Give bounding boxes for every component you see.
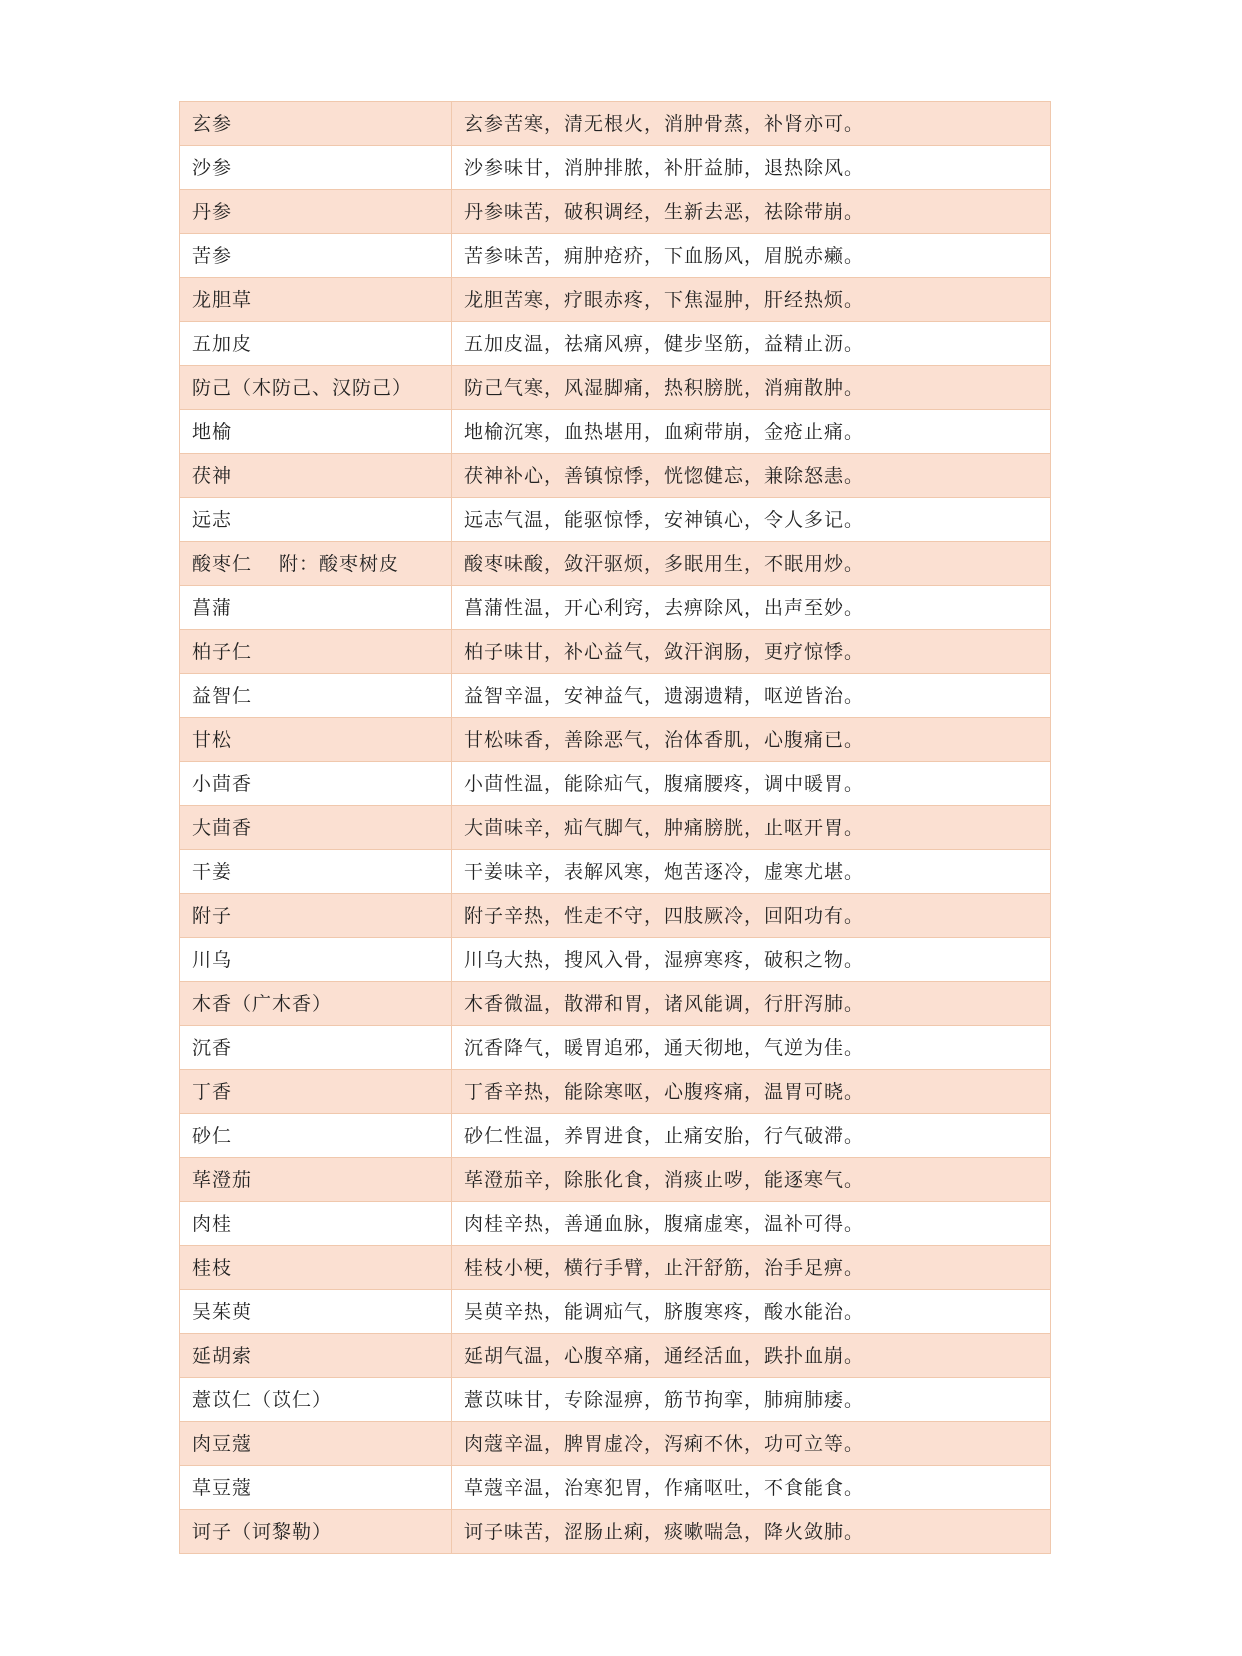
herb-verse-cell: 吴萸辛热，能调疝气，脐腹寒疼，酸水能治。 [452, 1290, 1051, 1334]
herb-verse-cell: 丁香辛热，能除寒呕，心腹疼痛，温胃可晓。 [452, 1070, 1051, 1114]
herb-verse-cell: 沉香降气，暖胃追邪，通天彻地，气逆为佳。 [452, 1026, 1051, 1070]
herb-verse-cell: 桂枝小梗，横行手臂，止汗舒筋，治手足痹。 [452, 1246, 1051, 1290]
herb-verse-cell: 沙参味甘，消肿排脓，补肝益肺，退热除风。 [452, 146, 1051, 190]
herb-table-body [180, 102, 1051, 1554]
herb-name-cell: 延胡索 [180, 1334, 452, 1378]
table-row [180, 366, 1051, 410]
herb-name-cell: 丁香 [180, 1070, 452, 1114]
table-row [180, 190, 1051, 234]
table-row [180, 1026, 1051, 1070]
herb-verse-cell: 地榆沉寒，血热堪用，血痢带崩，金疮止痛。 [452, 410, 1051, 454]
herb-name-cell: 干姜 [180, 850, 452, 894]
herb-verse-cell: 玄参苦寒，清无根火，消肿骨蒸，补肾亦可。 [452, 102, 1051, 146]
herb-verse-cell: 防己气寒，风湿脚痛，热积膀胱，消痈散肿。 [452, 366, 1051, 410]
table-row [180, 586, 1051, 630]
herb-name-cell: 益智仁 [180, 674, 452, 718]
herb-name-cell: 沉香 [180, 1026, 452, 1070]
table-row [180, 146, 1051, 190]
table-row [180, 542, 1051, 586]
herb-name-cell: 砂仁 [180, 1114, 452, 1158]
herb-name-cell: 防己（木防己、汉防己） [180, 366, 452, 410]
herb-name-cell: 菖蒲 [180, 586, 452, 630]
herb-verse-cell: 甘松味香，善除恶气，治体香肌，心腹痛已。 [452, 718, 1051, 762]
herb-verse-cell: 酸枣味酸，敛汗驱烦，多眠用生，不眠用炒。 [452, 542, 1051, 586]
herb-verse-cell: 龙胆苦寒，疗眼赤疼，下焦湿肿，肝经热烦。 [452, 278, 1051, 322]
herb-verse-cell: 草蔻辛温，治寒犯胃，作痛呕吐，不食能食。 [452, 1466, 1051, 1510]
herb-name-cell: 荜澄茄 [180, 1158, 452, 1202]
herb-name-cell: 诃子（诃黎勒） [180, 1510, 452, 1554]
herb-verse-table [179, 101, 1051, 1554]
table-row [180, 1290, 1051, 1334]
herb-verse-cell: 菖蒲性温，开心利窍，去痹除风，出声至妙。 [452, 586, 1051, 630]
herb-verse-cell: 茯神补心，善镇惊悸，恍惚健忘，兼除怒恚。 [452, 454, 1051, 498]
herb-name-cell: 附子 [180, 894, 452, 938]
herb-verse-cell: 肉蔻辛温，脾胃虚冷，泻痢不休，功可立等。 [452, 1422, 1051, 1466]
herb-name-cell: 苦参 [180, 234, 452, 278]
herb-name-cell: 茯神 [180, 454, 452, 498]
herb-verse-cell: 益智辛温，安神益气，遗溺遗精，呕逆皆治。 [452, 674, 1051, 718]
table-row [180, 498, 1051, 542]
table-row [180, 674, 1051, 718]
herb-name-cell: 川乌 [180, 938, 452, 982]
herb-verse-cell: 荜澄茄辛，除胀化食，消痰止哕，能逐寒气。 [452, 1158, 1051, 1202]
table-row [180, 278, 1051, 322]
table-row [180, 1114, 1051, 1158]
herb-verse-cell: 延胡气温，心腹卒痛，通经活血，跌扑血崩。 [452, 1334, 1051, 1378]
herb-verse-cell: 薏苡味甘，专除湿痹，筋节拘挛，肺痈肺痿。 [452, 1378, 1051, 1422]
herb-name-cell: 酸枣仁 附：酸枣树皮 [180, 542, 452, 586]
table-row [180, 1334, 1051, 1378]
table-row [180, 762, 1051, 806]
herb-verse-cell: 川乌大热，搜风入骨，湿痹寒疼，破积之物。 [452, 938, 1051, 982]
herb-name-cell: 丹参 [180, 190, 452, 234]
table-row [180, 102, 1051, 146]
herb-verse-cell: 柏子味甘，补心益气，敛汗润肠，更疗惊悸。 [452, 630, 1051, 674]
herb-name-cell: 沙参 [180, 146, 452, 190]
herb-name-cell: 大茴香 [180, 806, 452, 850]
herb-verse-cell: 小茴性温，能除疝气，腹痛腰疼，调中暖胃。 [452, 762, 1051, 806]
herb-verse-cell: 远志气温，能驱惊悸，安神镇心，令人多记。 [452, 498, 1051, 542]
herb-verse-cell: 五加皮温，祛痛风痹，健步坚筋，益精止沥。 [452, 322, 1051, 366]
herb-name-cell: 桂枝 [180, 1246, 452, 1290]
herb-verse-cell: 附子辛热，性走不守，四肢厥冷，回阳功有。 [452, 894, 1051, 938]
herb-name-cell: 草豆蔻 [180, 1466, 452, 1510]
herb-name-cell: 甘松 [180, 718, 452, 762]
herb-name-cell: 地榆 [180, 410, 452, 454]
herb-name-cell: 肉桂 [180, 1202, 452, 1246]
table-row [180, 718, 1051, 762]
herb-name-cell: 吴茱萸 [180, 1290, 452, 1334]
herb-verse-cell: 诃子味苦，涩肠止痢，痰嗽喘急，降火敛肺。 [452, 1510, 1051, 1554]
table-row [180, 938, 1051, 982]
herb-verse-cell: 苦参味苦，痈肿疮疥，下血肠风，眉脱赤癞。 [452, 234, 1051, 278]
table-row [180, 630, 1051, 674]
herb-verse-cell: 干姜味辛，表解风寒，炮苦逐冷，虚寒尤堪。 [452, 850, 1051, 894]
table-row [180, 894, 1051, 938]
table-row [180, 322, 1051, 366]
table-row [180, 806, 1051, 850]
table-row [180, 850, 1051, 894]
table-row [180, 234, 1051, 278]
table-row [180, 1510, 1051, 1554]
herb-name-cell: 龙胆草 [180, 278, 452, 322]
herb-verse-cell: 砂仁性温，养胃进食，止痛安胎，行气破滞。 [452, 1114, 1051, 1158]
herb-name-cell: 柏子仁 [180, 630, 452, 674]
herb-verse-cell: 丹参味苦，破积调经，生新去恶，祛除带崩。 [452, 190, 1051, 234]
table-row [180, 1422, 1051, 1466]
herb-verse-cell: 肉桂辛热，善通血脉，腹痛虚寒，温补可得。 [452, 1202, 1051, 1246]
table-row [180, 1378, 1051, 1422]
herb-name-cell: 肉豆蔻 [180, 1422, 452, 1466]
table-row [180, 410, 1051, 454]
herb-name-cell: 木香（广木香） [180, 982, 452, 1026]
herb-name-cell: 远志 [180, 498, 452, 542]
table-row [180, 1202, 1051, 1246]
herb-verse-cell: 木香微温，散滞和胃，诸风能调，行肝泻肺。 [452, 982, 1051, 1026]
herb-name-cell: 玄参 [180, 102, 452, 146]
herb-verse-cell: 大茴味辛，疝气脚气，肿痛膀胱，止呕开胃。 [452, 806, 1051, 850]
table-row [180, 1070, 1051, 1114]
herb-name-cell: 薏苡仁（苡仁） [180, 1378, 452, 1422]
table-row [180, 454, 1051, 498]
table-row [180, 982, 1051, 1026]
table-row [180, 1466, 1051, 1510]
table-row [180, 1246, 1051, 1290]
herb-name-cell: 五加皮 [180, 322, 452, 366]
table-row [180, 1158, 1051, 1202]
herb-name-cell: 小茴香 [180, 762, 452, 806]
